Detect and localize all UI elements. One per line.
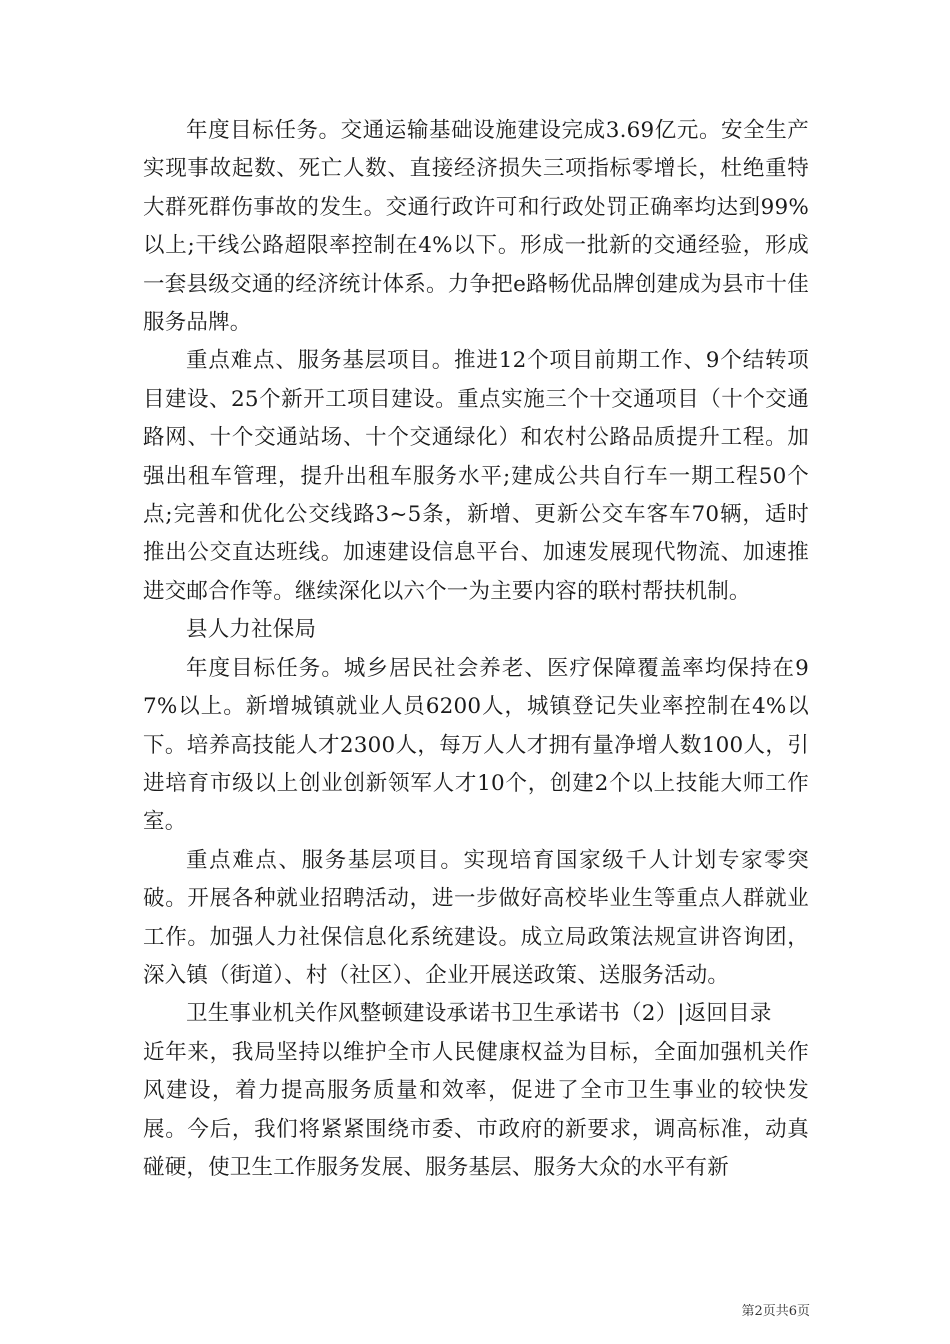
- document-body: [143, 112, 809, 1187]
- paragraph-hr-key-projects: 重点难点、服务基层项目。实现培育国家级千人计划专家零突破。开展各种就业招聘活动，进一步做好高校毕业生等重点人群就业工作。加强人力社保信息化系统建设。成立局政策法规宣讲咨询团，深入镇（街道）、村（社区）、企业开展送政策、送服务活动。: [143, 847, 809, 988]
- paragraph-hr-annual-goals: 年度目标任务。城乡居民社会养老、医疗保障覆盖率均保持在97%以上。新增城镇就业人员6200人，城镇登记失业率控制在4%以下。培养高技能人才2300人，每万人人才拥有量净增人数100人，引进培育市级以上创业创新领军人才10个，创建2个以上技能大师工作室。: [143, 655, 809, 835]
- section-heading-health-pledge: 卫生事业机关作风整顿建设承诺书卫生承诺书（2）|返回目录: [186, 1001, 772, 1027]
- paragraph-transport-key-projects: 重点难点、服务基层项目。推进12个项目前期工作、9个结转项目建设、25个新开工项目建设。重点实施三个十交通项目（十个交通路网、十个交通站场、十个交通绿化）和农村公路品质提升工程。加强出租车管理，提升出租车服务水平;建成公共自行车一期工程50个点;完善和优化公交线路3~5条，新增、更新公交车客车70辆，适时推出公交直达班线。加速建设信息平台、加速发展现代物流、加速推进交邮合作等。继续深化以六个一为主要内容的联村帮扶机制。: [143, 348, 809, 604]
- paragraph-transport-annual-goals: 年度目标任务。交通运输基础设施建设完成3.69亿元。安全生产实现事故起数、死亡人数、直接经济损失三项指标零增长，杜绝重特大群死群伤事故的发生。交通行政许可和行政处罚正确率均达到99%以上;干线公路超限率控制在4%以下。形成一批新的交通经验，形成一套县级交通的经济统计体系。力争把e路畅优品牌创建成为县市十佳服务品牌。: [143, 118, 809, 336]
- paragraph-health-intro: 近年来，我局坚持以维护全市人民健康权益为目标，全面加强机关作风建设，着力提高服务质量和效率，促进了全市卫生事业的较快发展。今后，我们将紧紧围绕市委、市政府的新要求，调高标准，动真碰硬，使卫生工作服务发展、服务基层、服务大众的水平有新: [143, 1039, 809, 1180]
- page-number: 第2页共6页: [741, 1304, 810, 1319]
- section-heading-hr-social-security: 县人力社保局: [186, 617, 317, 643]
